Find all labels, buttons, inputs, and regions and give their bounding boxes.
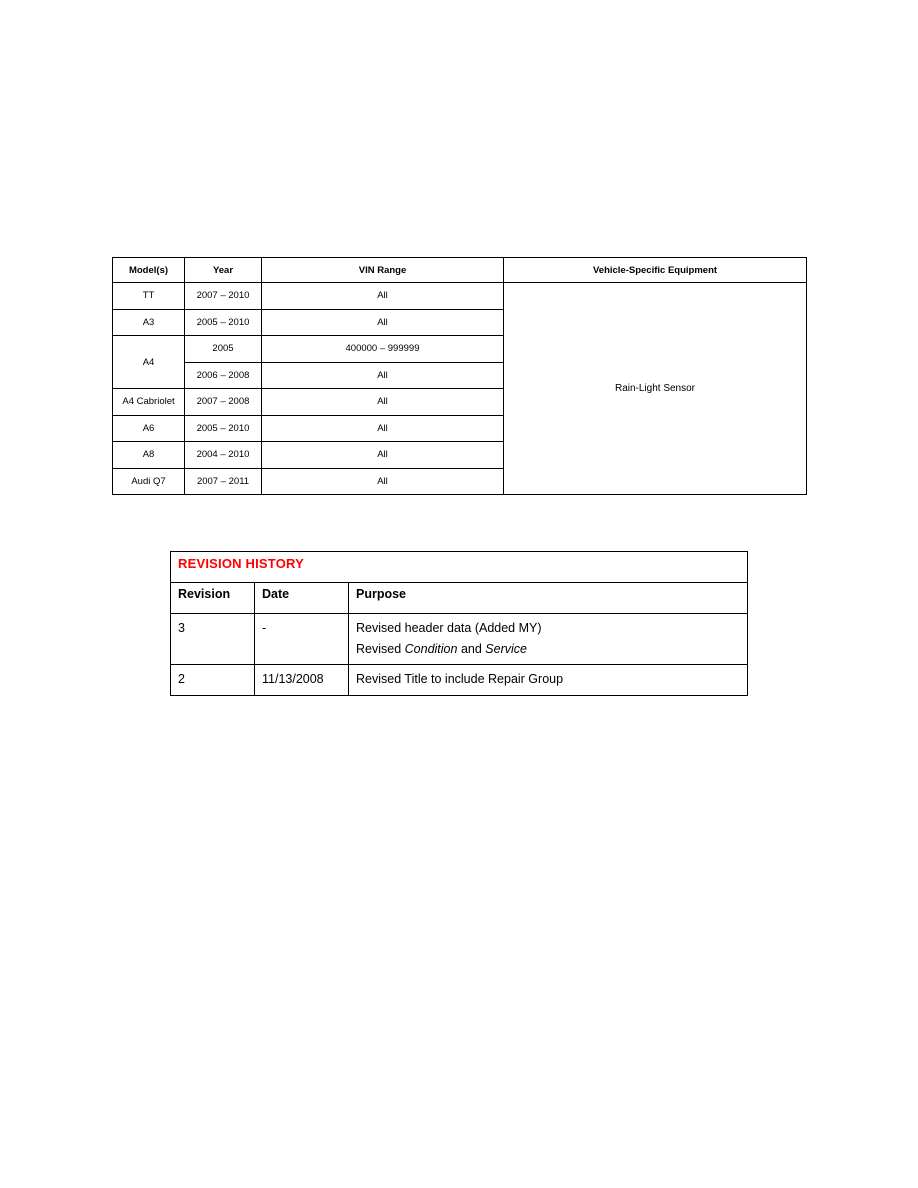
applicability-header-row [113, 258, 807, 283]
purpose-line: Revised header data (Added MY) [356, 621, 542, 635]
cell-year: 2005 [185, 336, 262, 363]
applicability-table [112, 257, 807, 495]
cell-year: 2007 – 2008 [185, 389, 262, 416]
cell-date: 11/13/2008 [255, 665, 349, 696]
cell-model: TT [113, 283, 185, 310]
cell-vin: All [262, 468, 504, 495]
revision-history-title: REVISION HISTORY [171, 552, 748, 583]
column-header-vehicle-specific-equipment: Vehicle-Specific Equipment [504, 258, 807, 283]
cell-vin: All [262, 415, 504, 442]
cell-model: A3 [113, 309, 185, 336]
cell-vin: All [262, 309, 504, 336]
revision-history-title-row [171, 552, 748, 583]
cell-vin: All [262, 389, 504, 416]
column-header-vin-range: VIN Range [262, 258, 504, 283]
cell-revision: 2 [171, 665, 255, 696]
cell-vin: All [262, 283, 504, 310]
cell-year: 2005 – 2010 [185, 415, 262, 442]
purpose-line: Revised Title to include Repair Group [356, 672, 564, 686]
cell-vin: All [262, 442, 504, 469]
column-header-revision: Revision [171, 583, 255, 614]
cell-revision: 3 [171, 614, 255, 665]
revision-header-row [171, 583, 748, 614]
cell-model: A6 [113, 415, 185, 442]
cell-model: A4 Cabriolet [113, 389, 185, 416]
cell-year: 2004 – 2010 [185, 442, 262, 469]
revision-history-table [170, 551, 748, 696]
column-header-year: Year [185, 258, 262, 283]
column-header-model: Model(s) [113, 258, 185, 283]
table-row [171, 614, 748, 665]
column-header-purpose: Purpose [349, 583, 748, 614]
cell-equipment: Rain-Light Sensor [504, 283, 807, 495]
cell-purpose [349, 665, 748, 696]
cell-year: 2007 – 2011 [185, 468, 262, 495]
purpose-line-italic: Revised Condition and Service [356, 642, 527, 656]
cell-year: 2007 – 2010 [185, 283, 262, 310]
cell-year: 2006 – 2008 [185, 362, 262, 389]
table-row [171, 665, 748, 696]
cell-model: A4 [113, 336, 185, 389]
cell-vin: 400000 – 999999 [262, 336, 504, 363]
column-header-date: Date [255, 583, 349, 614]
cell-year: 2005 – 2010 [185, 309, 262, 336]
cell-purpose [349, 614, 748, 665]
cell-date: - [255, 614, 349, 665]
table-row [113, 283, 807, 310]
cell-model: A8 [113, 442, 185, 469]
cell-model: Audi Q7 [113, 468, 185, 495]
cell-vin: All [262, 362, 504, 389]
